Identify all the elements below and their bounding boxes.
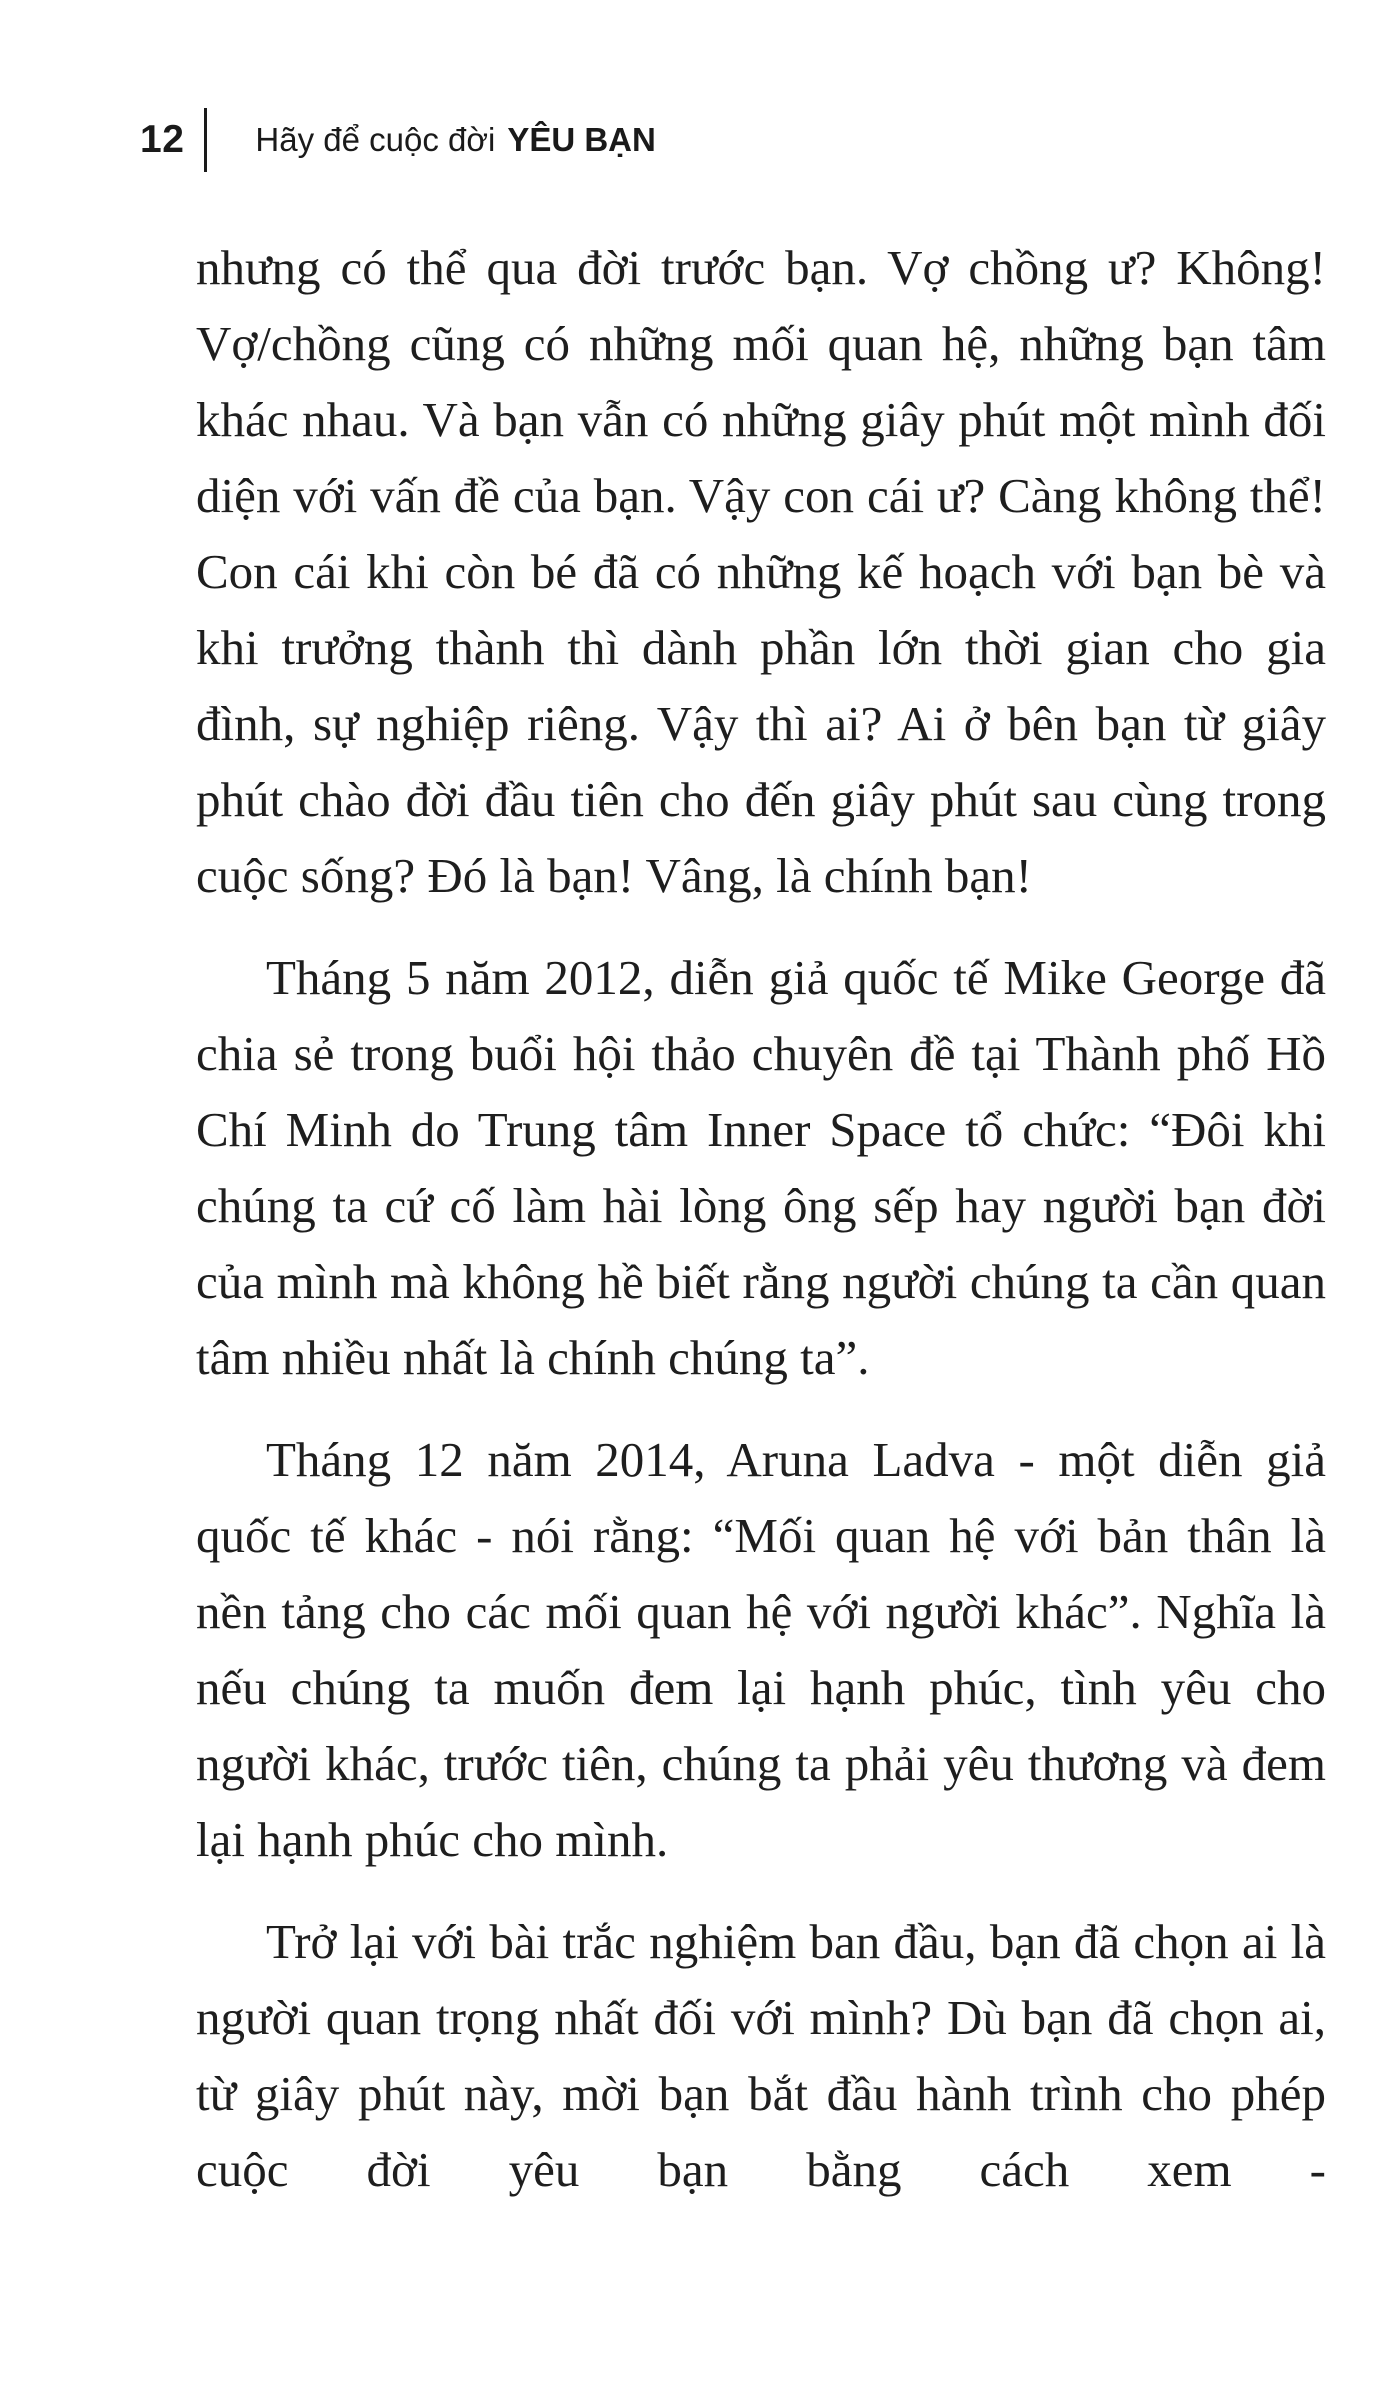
paragraph: Tháng 5 năm 2012, diễn giả quốc tế Mike George đã chia sẻ trong buổi hội thảo chuyên đề tại Thành phố Hồ Chí Minh do Trung tâm Inner Space tổ chức: “Đôi khi chúng ta cứ cố làm hài lòng ông sếp hay người bạn đời của mình mà không hề biết rằng người chúng ta cần quan tâm nhiều nhất là chính chúng ta”. — [196, 950, 1326, 1385]
paragraph: nhưng có thể qua đời trước bạn. Vợ chồng ư? Không! Vợ/chồng cũng có những mối quan hệ, những bạn tâm khác nhau. Và bạn vẫn có những giây phút một mình đối diện với vấn đề của bạn. Vậy con cái ư? Càng không thể! Con cái khi còn bé đã có những kế hoạch với bạn bè và khi trưởng thành thì dành phần lớn thời gian cho gia đình, sự nghiệp riêng. Vậy thì ai? Ai ở bên bạn từ giây phút chào đời đầu tiên cho đến giây phút sau cùng trong cuộc sống? Đó là bạn! Vâng, là chính bạn! — [196, 240, 1326, 903]
paragraph: Trở lại với bài trắc nghiệm ban đầu, bạn đã chọn ai là người quan trọng nhất đối với mình? Dù bạn đã chọn ai, từ giây phút này, mời bạn bắt đầu hành trình cho phép cuộc đời yêu bạn bằng cách xem - — [196, 1914, 1326, 2197]
body-text — [196, 230, 1326, 2208]
running-head — [140, 108, 656, 172]
book-title-emphasis: YÊU BẠN — [507, 121, 656, 158]
book-title: Hãy để cuộc đời — [255, 121, 496, 158]
paragraph: Tháng 12 năm 2014, Aruna Ladva - một diễn giả quốc tế khác - nói rằng: “Mối quan hệ với bản thân là nền tảng cho các mối quan hệ với người khác”. Nghĩa là nếu chúng ta muốn đem lại hạnh phúc, tình yêu cho người khác, trước tiên, chúng ta phải yêu thương và đem lại hạnh phúc cho mình. — [196, 1432, 1326, 1867]
header-divider — [204, 108, 207, 172]
page-number: 12 — [140, 118, 185, 161]
